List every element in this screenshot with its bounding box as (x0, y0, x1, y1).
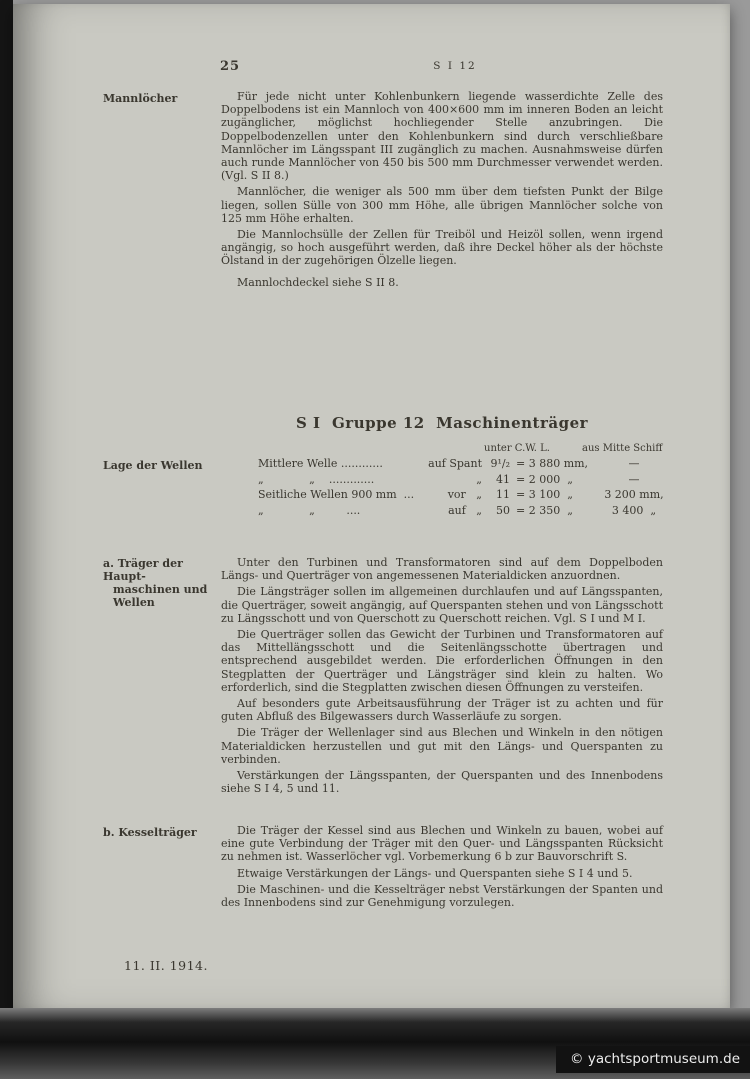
cell-value: = 2 350 „ (516, 503, 573, 517)
cell-name: Mittlere Welle ............ (258, 457, 383, 470)
table-row (258, 504, 668, 520)
mannloecher-text-block (221, 90, 663, 292)
paragraph: Unter den Turbinen und Transformatoren sind auf dem Doppelboden Längs- und Querträger von angemessenen Materialdicken anzuordnen. (221, 556, 663, 583)
margin-label-mannloecher: Mannlöcher (103, 92, 178, 105)
cell-name: Seitliche Wellen 900 mm ... (258, 488, 415, 502)
table-col-header-mitte: aus Mitte Schiff (582, 443, 663, 454)
paragraph: Mannlöcher, die weniger als 500 mm über dem tiefsten Punkt der Bilge liegen, sollen Sülle von 300 mm Höhe, alle übrigen Mannlöcher solche von 125 mm Höhe erhalten. (221, 185, 663, 225)
cell-name: „ „ ............. (258, 472, 375, 486)
cell-pos: auf Spant (428, 457, 482, 470)
section-a-text-block (221, 556, 663, 798)
table-col-header-cwl: unter C.W. L. (484, 443, 550, 454)
paragraph: Für jede nicht unter Kohlenbunkern liegende wasserdichte Zelle des Doppelbodens ist ein Mannloch von 400×600 mm im inneren Boden an leicht zugänglicher, möglichst hochliegender Stelle anzubringen. Die Doppelbodenzellen unter den Kohlenbunkern sind durch verschließbare Mannlöcher im Längsspant III zugänglich zu machen. Ausnahmsweise dürfen auch runde Mannlöcher von 450 bis 500 mm Durchmesser verwendet werden. (Vgl. S II 8.) (221, 90, 663, 183)
margin-label-line: maschinen und (113, 583, 208, 596)
cell-pos: „ (476, 472, 482, 486)
paragraph: Etwaige Verstärkungen der Längs- und Querspanten siehe S I 4 und 5. (237, 866, 633, 880)
table-row (258, 488, 668, 504)
cell-mitte: 3 400 „ (611, 503, 657, 517)
cell-spant: 9¹/₂ (490, 457, 510, 470)
paragraph: Die Träger der Kessel sind aus Blechen und Winkeln zu bauen, wobei auf eine gute Verbindung der Träger mit den Quer- und Längsspanten Rücksicht zu nehmen ist. Wasserlöcher vgl. Vorbemerkung 6 b zur Bauvorschrift S. (221, 824, 663, 864)
paragraph: Die Maschinen- und die Kesselträger nebst Verstärkungen der Spanten und des Innenbodens sind zur Genehmigung vorzulegen. (221, 882, 663, 910)
cell-spant: 50 (496, 503, 510, 517)
margin-label-lage-der-wellen: Lage der Wellen (103, 459, 203, 472)
page-number: 25 (220, 59, 241, 74)
paragraph: Die Querträger sollen das Gewicht der Turbinen und Transformatoren auf das Mittellängsschott und die Seitenlängsschotte übertragen und entsprechend ausgebildet werden. Die erforderlichen Öffnungen in den Stegplatten der Querträger und Längsträger sind klein zu halten. Wo erforderlich, sind die Stegplatten zwischen diesen Öffnungen zu versteifen. (221, 628, 663, 694)
paragraph: Mannlochdeckel siehe S II 8. (237, 275, 399, 289)
wellen-table (258, 457, 668, 519)
cell-spant: 11 (496, 488, 510, 502)
margin-label-section-a (103, 557, 215, 609)
group-heading: S I Gruppe 12 Maschinenträger (295, 414, 589, 432)
paragraph: Verstärkungen der Längsspanten, der Querspanten und des Innenbodens siehe S I 4, 5 und 11. (221, 769, 663, 796)
paragraph: Auf besonders gute Arbeitsausführung der Träger ist zu achten und für guten Abfluß des Bilgewassers durch Wasserläufe zu sorgen. (221, 697, 663, 724)
cell-spant: 41 (496, 472, 510, 486)
section-b-text-block (221, 824, 663, 912)
page-header-code: S I 12 (433, 60, 477, 72)
paragraph: Die Mannlochsülle der Zellen für Treiböl und Heizöl sollen, wenn irgend angängig, so hoch ausgeführt werden, daß ihre Deckel höher als der höchste Ölstand in der zugehörigen Ölzelle liegen. (221, 228, 663, 268)
margin-label-section-b: b. Kesselträger (103, 826, 197, 839)
table-row (258, 457, 668, 473)
paragraph: Die Träger der Wellenlager sind aus Blechen und Winkeln in den nötigen Materialdicken herzustellen und gut mit den Längs- und Querspanten zu verbinden. (221, 726, 663, 766)
date-stamp: 11. II. 1914. (124, 958, 208, 973)
cell-value: = 2 000 „ (516, 472, 573, 486)
cell-mitte: 3 200 mm, (604, 488, 664, 502)
cell-mitte: — (628, 472, 640, 486)
paragraph: Die Längsträger sollen im allgemeinen durchlaufen und auf Längsspanten, die Querträger, soweit angängig, auf Querspanten stehen und von Längsschott zu Längsschott und von Querschott zu Querschott reichen. Vgl. S I und M I. (221, 585, 663, 625)
margin-label-line: Wellen (113, 596, 155, 609)
cell-pos: vor „ (447, 488, 482, 502)
margin-label-line: a. Träger der Haupt- (103, 557, 183, 583)
cell-pos: auf „ (448, 503, 482, 517)
table-row (258, 473, 668, 489)
cell-value: = 3 100 „ (516, 488, 573, 502)
cell-name: „ „ .... (258, 503, 361, 517)
cell-mitte: — (628, 457, 640, 470)
watermark: © yachtsportmuseum.de (556, 1046, 750, 1073)
cell-value: = 3 880 mm, (516, 457, 589, 470)
